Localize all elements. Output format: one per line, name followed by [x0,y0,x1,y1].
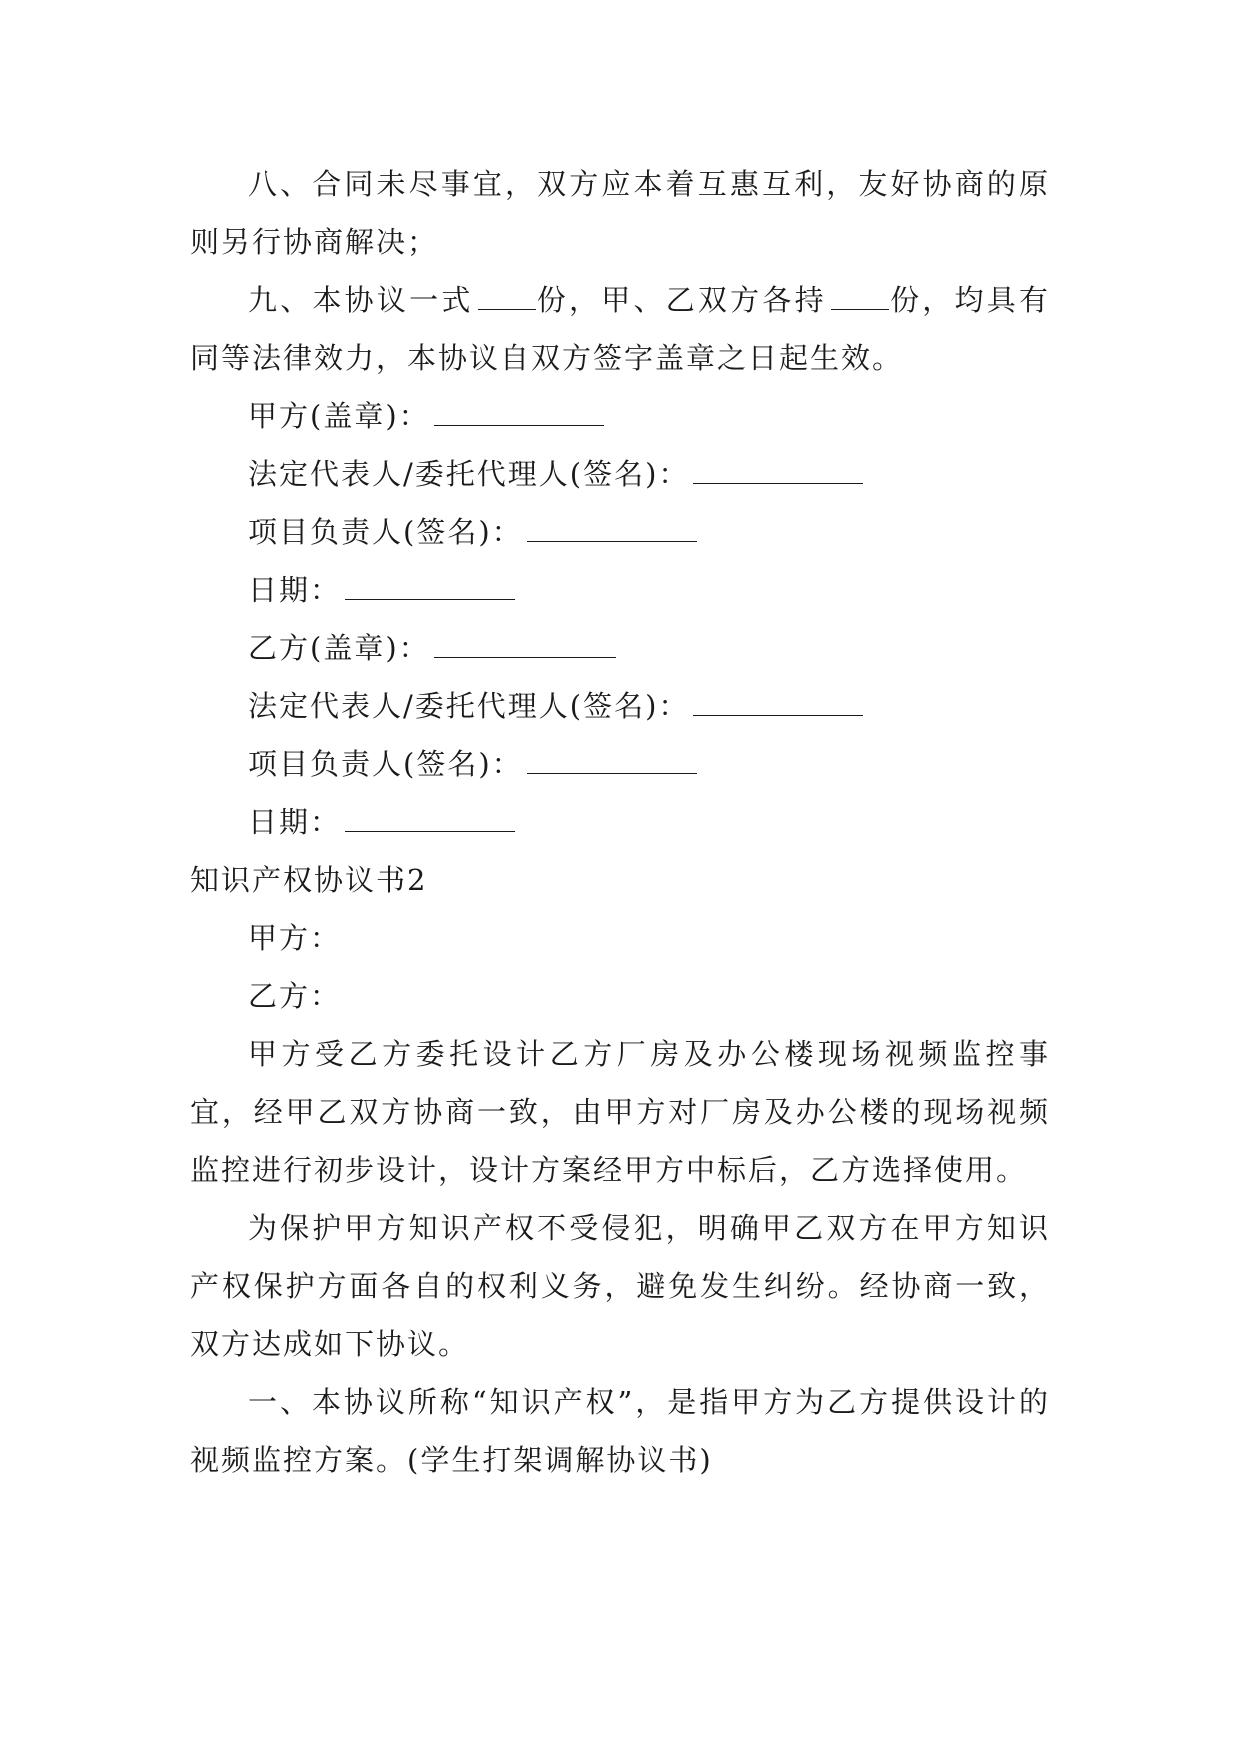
party-b-date-label: 日期： [248,805,342,839]
party-b-rep-label: 法定代表人/委托代理人(签名)： [248,689,690,723]
party-a-seal-blank[interactable] [434,396,604,426]
party-b-date-blank[interactable] [345,802,515,832]
party-b-lead-label: 项目负责人(签名)： [248,747,523,781]
party-a-rep-line [190,445,1050,503]
party-a-lead-blank[interactable] [527,512,697,542]
party-a-seal-line [190,387,1050,445]
document-body [190,155,1050,1489]
copies-total-blank[interactable] [478,280,536,310]
party-a-rep-label: 法定代表人/委托代理人(签名)： [248,457,690,491]
article-9 [190,271,1050,387]
article-9-part-1: 九、本协议一式 [248,283,474,317]
party-a-date-line [190,561,1050,619]
agreement-2-party-a: 甲方： [248,921,342,955]
party-b-rep-line [190,677,1050,735]
party-a-seal-label: 甲方(盖章)： [248,399,430,433]
agreement-2-title: 知识产权协议书2 [190,863,428,897]
party-b-rep-blank[interactable] [693,686,863,716]
party-b-seal-blank[interactable] [434,628,616,658]
party-b-seal-label: 乙方(盖章)： [248,631,430,665]
article-9-part-3: 份，均具有同等法律效力，本协议自双方签字盖章之日起生效。 [190,283,1050,375]
agreement-2-party-b: 乙方： [248,979,342,1013]
party-a-date-label: 日期： [248,573,342,607]
party-b-lead-blank[interactable] [527,744,697,774]
party-b-seal-line [190,619,1050,677]
article-9-part-2: 份，甲、乙双方各持 [535,283,827,317]
agreement-2-paragraph-2: 为保护甲方知识产权不受侵犯，明确甲乙双方在甲方知识产权保护方面各自的权利义务，避免发生纠纷。经协商一致，双方达成如下协议。 [190,1211,1050,1361]
party-b-lead-line [190,735,1050,793]
agreement-2-paragraph-1: 甲方受乙方委托设计乙方厂房及办公楼现场视频监控事宜，经甲乙双方协商一致，由甲方对厂房及办公楼的现场视频监控进行初步设计，设计方案经甲方中标后，乙方选择使用。 [190,1037,1050,1187]
party-a-lead-label: 项目负责人(签名)： [248,515,523,549]
copies-each-blank[interactable] [831,280,889,310]
party-a-rep-blank[interactable] [693,454,863,484]
agreement-2-article-1: 一、本协议所称“知识产权”，是指甲方为乙方提供设计的视频监控方案。(学生打架调解协议书) [190,1385,1050,1477]
party-a-date-blank[interactable] [345,570,515,600]
article-8: 八、合同未尽事宜，双方应本着互惠互利，友好协商的原则另行协商解决； [190,167,1050,259]
party-b-date-line [190,793,1050,851]
party-a-lead-line [190,503,1050,561]
